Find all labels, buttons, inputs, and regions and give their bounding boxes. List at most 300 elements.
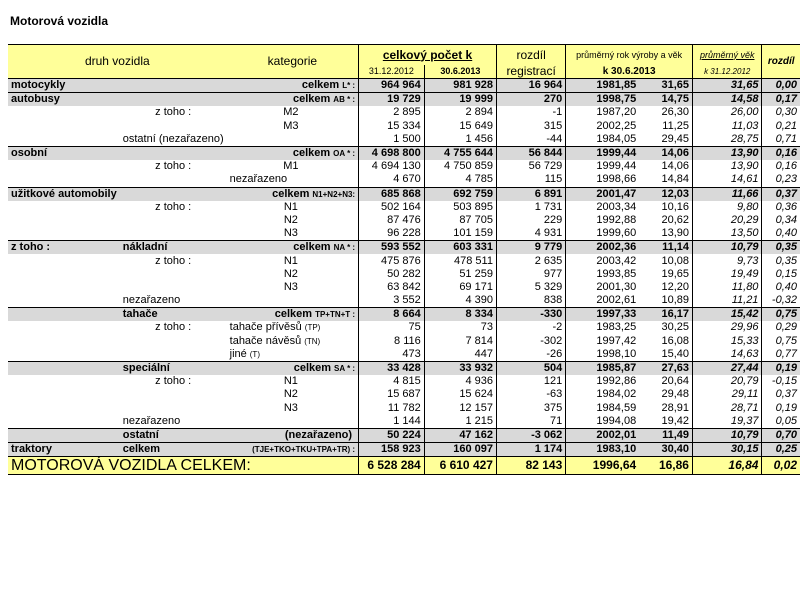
row-avg-year [566, 160, 639, 173]
row-count-2013 [424, 187, 496, 201]
row-avg-age-text: 11,49 [662, 428, 689, 441]
row-avg-age [639, 388, 692, 401]
header-date-1: 31.12.2012 [359, 65, 425, 79]
row-avg-age [639, 146, 692, 160]
row-diff-registrations-text: 115 [544, 173, 563, 186]
row-avg-age-2012-text: 26,00 [730, 106, 759, 119]
row-druh-sub [120, 443, 227, 457]
row-druh-sub [120, 321, 227, 334]
row-avg-year [566, 335, 639, 348]
row-count-2012 [359, 375, 425, 388]
row-count-2013-text: 4 750 859 [444, 160, 493, 173]
row-avg-year-text: 1999,44 [596, 147, 637, 160]
row-diff [762, 415, 800, 429]
row-diff-text: 0,75 [775, 308, 797, 321]
row-diff-registrations-text: 977 [543, 267, 563, 280]
row-diff-registrations-text: 5 329 [534, 280, 563, 293]
row-druh [8, 133, 120, 147]
row-count-2012 [359, 133, 425, 147]
row-kategorie [227, 241, 359, 255]
row-count-2013-text: 1 215 [465, 414, 493, 427]
row-avg-age-2012-text: 31,65 [730, 79, 759, 92]
row-diff-registrations-text: -26 [546, 347, 563, 360]
row-diff-text: 0,70 [775, 428, 797, 441]
row-avg-age-text: 30,25 [661, 321, 689, 334]
row-count-2012-text: 8 116 [394, 334, 421, 347]
row-avg-age-2012 [692, 335, 761, 348]
row-count-2013 [424, 375, 496, 388]
row-diff [762, 375, 800, 388]
row-avg-age [639, 294, 692, 308]
row-avg-age [639, 254, 692, 267]
row-diff-registrations-text: 1 174 [534, 443, 563, 456]
row-avg-age-text: 14,06 [661, 160, 689, 173]
row-avg-age [639, 201, 692, 214]
row-druh-sub-text: z toho : [155, 254, 192, 267]
row-diff-registrations [496, 415, 565, 429]
row-count-2013-text: 69 171 [459, 280, 493, 293]
row-kategorie-text: N3 [283, 280, 298, 293]
row-diff-text: 0,40 [775, 280, 797, 293]
row-druh-text: užitkové automobily [11, 187, 117, 200]
row-avg-age-text: 12,03 [661, 187, 689, 200]
row-count-2013-text: 12 157 [459, 401, 493, 414]
row-avg-age-text: 26,30 [661, 106, 689, 119]
row-count-2012-text: 2 895 [393, 106, 421, 119]
row-diff-registrations-text: 229 [543, 213, 563, 226]
row-avg-age-2012 [692, 187, 761, 201]
row-count-2012 [359, 241, 425, 255]
row-diff-registrations [496, 321, 565, 334]
row-kategorie-text: N3 [283, 227, 298, 240]
row-druh-sub-text: z toho : [155, 106, 192, 119]
row-count-2012 [359, 173, 425, 187]
header-date-2: 30.6.2013 [424, 65, 496, 79]
row-druh-sub [120, 375, 227, 388]
row-avg-age-2012-text: 14,61 [730, 173, 759, 186]
row-druh [8, 254, 120, 267]
row-avg-year [566, 348, 639, 362]
row-diff-text: 0,36 [775, 200, 797, 213]
row-avg-age-2012 [692, 308, 761, 322]
row-kategorie [227, 173, 359, 187]
row-avg-year [566, 93, 639, 107]
row-count-2013-text: 8 334 [465, 308, 493, 321]
row-druh-sub [120, 308, 227, 322]
row-avg-year-text: 1998,75 [596, 93, 637, 106]
row-avg-age [639, 443, 692, 457]
row-diff-text: 0,37 [775, 388, 797, 401]
row-count-2012 [359, 415, 425, 429]
row-diff-registrations [496, 335, 565, 348]
row-diff-registrations [496, 133, 565, 147]
row-druh-sub [120, 428, 227, 442]
row-count-2012-text: 15 334 [387, 119, 421, 132]
row-count-2013 [424, 308, 496, 322]
row-diff-registrations-text: 4 931 [534, 227, 563, 240]
row-avg-year [566, 321, 639, 334]
row-avg-age-2012-text: 19,37 [730, 414, 759, 427]
row-avg-age-2012 [692, 402, 761, 415]
row-count-2012-text: 15 687 [387, 388, 421, 401]
row-count-2013-text: 15 649 [459, 119, 493, 132]
row-diff [762, 308, 800, 322]
row-diff [762, 254, 800, 267]
row-count-2012 [359, 361, 425, 375]
header-druh: druh vozidla [8, 45, 227, 79]
row-druh-text: osobní [11, 147, 48, 160]
row-avg-year [566, 214, 639, 227]
row-count-2012 [359, 187, 425, 201]
row-diff-text: 0,77 [775, 347, 797, 360]
row-avg-age [639, 106, 692, 119]
row-count-2012 [359, 402, 425, 415]
row-count-2013 [424, 321, 496, 334]
row-kategorie-text: celkem [272, 187, 310, 200]
table-row [8, 227, 800, 241]
row-count-2013-text: 4 755 644 [444, 147, 493, 160]
row-count-2013 [424, 335, 496, 348]
row-count-2013 [424, 294, 496, 308]
row-avg-age [639, 173, 692, 187]
page-title: Motorová vozidla [10, 14, 109, 28]
row-count-2013-text: 160 097 [453, 443, 493, 456]
row-avg-age-2012-text: 14,58 [730, 93, 759, 106]
row-kategorie [227, 214, 359, 227]
row-avg-year-text: 1994,08 [596, 414, 637, 427]
row-diff-text: 0,29 [775, 321, 797, 334]
row-avg-year [566, 428, 639, 442]
table-row [8, 160, 800, 173]
row-avg-age-2012-text: 29,11 [731, 388, 759, 401]
row-count-2012-text: 4 694 130 [371, 160, 421, 173]
row-druh-sub [120, 281, 227, 294]
row-avg-age [639, 335, 692, 348]
row-druh-sub [120, 254, 227, 267]
row-druh-sub [120, 388, 227, 401]
row-avg-year [566, 254, 639, 267]
row-kategorie-text: N3 [283, 401, 298, 414]
row-avg-year [566, 227, 639, 241]
row-diff-registrations-text: 56 729 [528, 160, 563, 173]
row-category-code: NA * : [333, 243, 356, 253]
row-diff-registrations [496, 348, 565, 362]
row-diff [762, 402, 800, 415]
row-count-2012 [359, 388, 425, 401]
row-kategorie [227, 187, 359, 201]
row-kategorie [227, 375, 359, 388]
row-diff-registrations [496, 93, 565, 107]
table-row [8, 173, 800, 187]
row-avg-age-text: 30,40 [661, 443, 689, 456]
row-avg-age-text: 10,16 [661, 200, 689, 213]
row-count-2013 [424, 79, 496, 93]
row-avg-age-2012 [692, 361, 761, 375]
table-row [8, 93, 800, 107]
row-count-2012-text: 3 552 [393, 294, 421, 307]
row-avg-year [566, 79, 639, 93]
row-avg-age [639, 348, 692, 362]
row-count-2012-text: 96 228 [387, 227, 421, 240]
row-diff-registrations-text: -1 [552, 106, 563, 119]
row-diff-text: 0,15 [775, 267, 797, 280]
row-kategorie-text: N2 [283, 388, 298, 401]
row-count-2013-text: 692 759 [453, 187, 493, 200]
table-row [8, 146, 800, 160]
row-druh [8, 443, 120, 457]
row-count-2013-text: 101 159 [453, 227, 493, 240]
row-diff [762, 160, 800, 173]
row-kategorie-text: nezařazeno [229, 173, 288, 186]
row-avg-year [566, 361, 639, 375]
row-avg-age-2012 [692, 294, 761, 308]
row-avg-age-2012 [692, 201, 761, 214]
row-count-2012 [359, 79, 425, 93]
row-kategorie [227, 227, 359, 241]
row-druh [8, 402, 120, 415]
row-druh [8, 106, 120, 119]
row-avg-year [566, 281, 639, 294]
row-druh-sub [120, 173, 227, 187]
table-row [8, 79, 800, 93]
row-druh [8, 79, 120, 93]
row-count-2013-text: 4 390 [465, 294, 493, 307]
row-avg-age-2012-text: 13,90 [730, 160, 759, 173]
row-avg-year [566, 187, 639, 201]
row-diff-registrations-text: 1 731 [534, 200, 563, 213]
row-druh [8, 146, 120, 160]
row-diff-text: 0,35 [775, 254, 797, 267]
row-count-2012-text: 964 964 [380, 79, 421, 92]
row-diff-text: 0,37 [775, 187, 797, 200]
row-avg-age-text: 19,42 [661, 414, 689, 427]
row-count-2012-text: 473 [402, 347, 421, 360]
row-avg-age-text: 10,89 [661, 294, 689, 307]
row-avg-age [639, 93, 692, 107]
row-avg-year-text: 2002,61 [596, 294, 637, 307]
table-row [8, 214, 800, 227]
row-avg-year-text: 2002,36 [596, 241, 637, 254]
row-count-2013-text: 7 814 [465, 334, 493, 347]
row-avg-age [639, 227, 692, 241]
row-diff-registrations-text: -330 [540, 308, 563, 321]
row-count-2012-text: 1 144 [393, 414, 421, 427]
row-count-2012 [359, 348, 425, 362]
row-avg-age [639, 415, 692, 429]
row-avg-age-text: 31,65 [661, 79, 689, 92]
row-count-2012-text: 19 729 [387, 93, 421, 106]
row-diff-registrations [496, 160, 565, 173]
row-druh-sub [120, 201, 227, 214]
row-count-2013-text: 4 936 [465, 375, 493, 388]
row-count-2013-text: 447 [474, 347, 493, 360]
row-avg-age-text: 11,25 [662, 119, 689, 132]
row-druh [8, 361, 120, 375]
row-count-2013 [424, 443, 496, 457]
row-avg-age [639, 187, 692, 201]
row-druh-sub [120, 335, 227, 348]
row-kategorie-text: celkem [301, 79, 340, 92]
row-diff-registrations [496, 361, 565, 375]
row-category-code: AB * : [333, 95, 356, 105]
row-druh [8, 294, 120, 308]
row-druh-text: autobusy [11, 93, 60, 106]
row-druh [8, 187, 120, 201]
row-druh [8, 173, 120, 187]
header-kategorie: kategorie [227, 45, 359, 79]
row-druh-sub [120, 79, 227, 93]
row-kategorie [227, 93, 359, 107]
table-row [8, 106, 800, 119]
row-count-2013 [424, 361, 496, 375]
row-avg-year [566, 201, 639, 214]
row-count-2012-text: 11 782 [387, 401, 421, 414]
row-count-2012-text: 4 698 800 [371, 147, 421, 160]
row-avg-year-text: 1993,85 [596, 267, 637, 280]
row-diff [762, 106, 800, 119]
row-druh-sub [120, 268, 227, 281]
row-kategorie-text: M2 [283, 106, 299, 119]
row-avg-age-2012 [692, 321, 761, 334]
row-diff [762, 268, 800, 281]
row-avg-age-2012 [692, 443, 761, 457]
total-row [8, 457, 800, 475]
row-druh-sub [120, 146, 227, 160]
row-avg-age-text: 10,08 [661, 254, 689, 267]
table-row [8, 133, 800, 147]
row-avg-age-2012 [692, 106, 761, 119]
vehicle-statistics-table [8, 44, 800, 475]
row-kategorie [227, 443, 359, 457]
row-count-2013 [424, 146, 496, 160]
row-diff-registrations [496, 227, 565, 241]
row-druh [8, 201, 120, 214]
row-avg-age-2012-text: 15,42 [730, 308, 759, 321]
row-count-2013 [424, 227, 496, 241]
row-avg-year-text: 2001,30 [596, 280, 637, 293]
row-druh-sub-text: tahače [122, 308, 158, 321]
row-diff-text: 0,05 [775, 414, 797, 427]
row-diff-registrations [496, 294, 565, 308]
row-category-code: N1+N2+N3: [312, 189, 356, 199]
row-avg-age-text: 14,06 [661, 147, 689, 160]
row-diff-text: 0,16 [775, 147, 797, 160]
row-avg-year-text: 1999,44 [596, 160, 637, 173]
row-druh-sub [120, 133, 227, 147]
row-avg-age-2012-text: 10,79 [730, 241, 759, 254]
row-avg-age-text: 13,90 [661, 227, 689, 240]
row-diff-registrations-text: 9 779 [534, 241, 563, 254]
row-avg-age-text: 27,63 [661, 362, 689, 375]
row-count-2013 [424, 120, 496, 133]
row-diff-registrations [496, 281, 565, 294]
row-avg-age-2012 [692, 415, 761, 429]
row-avg-age-text: 20,64 [661, 375, 689, 388]
row-count-2012-text: 33 428 [387, 362, 421, 375]
row-diff-registrations [496, 254, 565, 267]
row-avg-year-text: 2002,01 [596, 428, 637, 441]
row-avg-year-text: 1999,60 [596, 227, 637, 240]
row-count-2012 [359, 227, 425, 241]
row-avg-age-2012 [692, 268, 761, 281]
row-druh [8, 93, 120, 107]
row-count-2012-text: 1 500 [393, 132, 421, 145]
row-count-2012 [359, 321, 425, 334]
row-count-2012-text: 475 876 [380, 254, 421, 267]
row-diff [762, 187, 800, 201]
row-druh-sub [120, 415, 227, 429]
row-avg-year-text: 1987,20 [596, 106, 637, 119]
row-avg-age-text: 11,14 [662, 241, 689, 254]
row-kategorie [227, 79, 359, 93]
row-avg-year [566, 308, 639, 322]
row-diff-text: -0,15 [771, 375, 797, 388]
row-diff [762, 214, 800, 227]
row-druh-sub-text: nákladní [122, 241, 168, 254]
row-diff-text: 0,17 [775, 93, 797, 106]
row-avg-age-2012-text: 11,03 [731, 119, 759, 132]
row-avg-year-text: 1983,25 [596, 321, 637, 334]
header-rozdil-registraci: rozdíl [496, 45, 565, 66]
row-diff-text: 0,21 [775, 119, 797, 132]
row-druh [8, 120, 120, 133]
row-count-2012 [359, 106, 425, 119]
row-druh-sub-text: z toho : [155, 200, 192, 213]
row-avg-age-2012 [692, 79, 761, 93]
row-diff [762, 173, 800, 187]
row-kategorie [227, 281, 359, 294]
row-avg-year [566, 241, 639, 255]
row-kategorie [227, 201, 359, 214]
row-druh-text: traktory [11, 443, 52, 456]
row-diff [762, 388, 800, 401]
row-avg-age [639, 214, 692, 227]
row-druh-sub-text: speciální [122, 362, 170, 375]
total-a: 16,86 [639, 457, 692, 475]
row-diff-registrations-text: 6 891 [534, 187, 563, 200]
row-diff-registrations [496, 173, 565, 187]
row-diff-registrations [496, 187, 565, 201]
total-y: 1996,64 [566, 457, 639, 475]
row-kategorie [227, 160, 359, 173]
row-avg-age-2012 [692, 241, 761, 255]
row-druh-sub [120, 160, 227, 173]
row-kategorie-text: celkem [293, 362, 332, 375]
row-count-2013-text: 503 895 [453, 200, 493, 213]
row-diff [762, 227, 800, 241]
table-row [8, 294, 800, 308]
row-druh-sub-text: ostatní [122, 428, 159, 441]
row-diff-registrations [496, 201, 565, 214]
row-kategorie [227, 348, 359, 362]
row-avg-age-2012-text: 19,49 [730, 267, 759, 280]
row-diff-registrations-text: 838 [543, 294, 563, 307]
row-count-2012 [359, 443, 425, 457]
row-diff-registrations-text: 504 [543, 362, 563, 375]
row-avg-age-2012-text: 9,73 [737, 254, 759, 267]
total-a2: 16,84 [692, 457, 761, 475]
row-druh-sub-text: ostatní (nezařazeno) [122, 132, 224, 145]
row-count-2013 [424, 415, 496, 429]
row-avg-age-2012 [692, 173, 761, 187]
row-druh [8, 375, 120, 388]
row-avg-year-text: 2003,34 [596, 200, 637, 213]
row-avg-year [566, 388, 639, 401]
row-count-2012-text: 75 [408, 321, 421, 334]
row-diff-registrations [496, 268, 565, 281]
row-count-2013 [424, 402, 496, 415]
row-diff-registrations-text: -44 [546, 132, 563, 145]
